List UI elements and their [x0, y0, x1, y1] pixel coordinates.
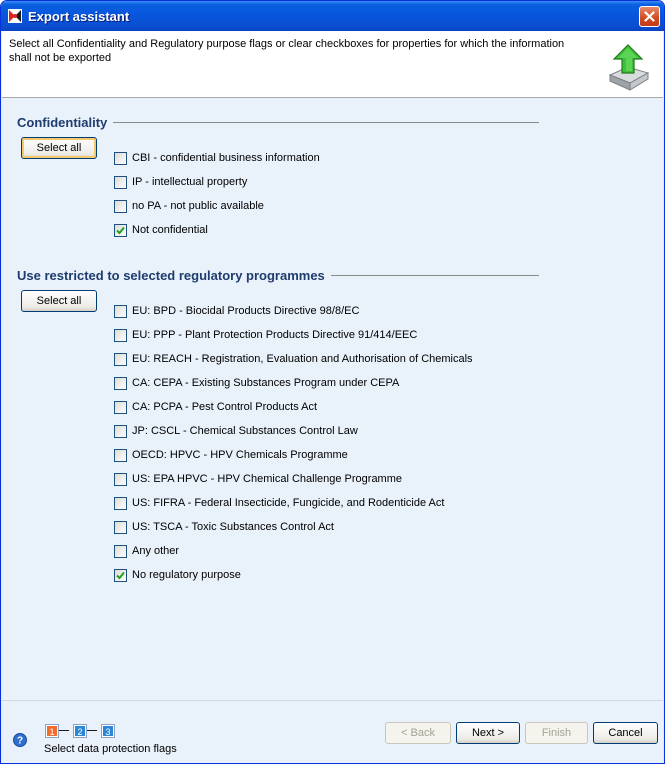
step-connector	[87, 730, 97, 731]
checkbox[interactable]	[114, 425, 127, 438]
step-connector	[59, 730, 69, 731]
regulatory-checkbox-row[interactable]	[114, 352, 473, 366]
checkbox[interactable]	[114, 401, 127, 414]
close-icon	[644, 11, 655, 22]
regulatory-checkbox-row[interactable]	[114, 496, 444, 510]
confidentiality-checkbox-label: IP - intellectual property	[132, 176, 248, 188]
next-button[interactable]: Next >	[456, 722, 520, 744]
regulatory-checkbox-label: EU: BPD - Biocidal Products Directive 98/8/EC	[132, 305, 360, 317]
regulatory-checkbox-label: US: EPA HPVC - HPV Chemical Challenge Programme	[132, 473, 403, 485]
checkmark-icon	[116, 571, 125, 580]
title-bar[interactable]	[1, 1, 664, 31]
confidentiality-checkbox-label: CBI - confidential business information	[132, 152, 320, 164]
confidentiality-checkbox-row[interactable]	[114, 175, 247, 189]
confidentiality-checkbox-row[interactable]	[114, 151, 320, 165]
instruction-text: Select all Confidentiality and Regulatory purpose flags or clear checkboxes for properties for which the information shall not be exported	[9, 38, 565, 64]
cancel-button[interactable]: Cancel	[593, 722, 658, 744]
regulatory-checkbox-label: EU: REACH - Registration, Evaluation and Authorisation of Chemicals	[132, 353, 473, 365]
regulatory-checkbox-row[interactable]	[114, 472, 402, 486]
checkbox[interactable]	[114, 497, 127, 510]
confidentiality-checkbox-label: Not confidential	[132, 224, 208, 236]
checkmark-icon	[116, 226, 125, 235]
confidentiality-title: Confidentiality	[17, 115, 113, 130]
regulatory-checkbox-row[interactable]	[114, 520, 334, 534]
back-button[interactable]: < Back	[385, 722, 451, 744]
finish-button[interactable]: Finish	[525, 722, 588, 744]
regulatory-checkbox-label: OECD: HPVC - HPV Chemicals Programme	[132, 449, 348, 461]
app-logo-icon	[7, 8, 23, 24]
checkbox[interactable]	[114, 329, 127, 342]
regulatory-checkbox-row[interactable]	[114, 328, 417, 342]
wizard-footer	[2, 700, 663, 764]
regulatory-checkbox-row[interactable]	[114, 544, 179, 558]
step-1-badge: 1	[46, 725, 58, 737]
regulatory-checkbox-label: No regulatory purpose	[132, 569, 241, 581]
confidentiality-checkbox-row[interactable]	[114, 223, 208, 237]
checkbox[interactable]	[114, 545, 127, 558]
checkbox-checked[interactable]	[114, 569, 127, 582]
regulatory-checkbox-row[interactable]	[114, 304, 359, 318]
help-icon[interactable]	[13, 733, 27, 747]
regulatory-checkbox-label: CA: PCPA - Pest Control Products Act	[132, 401, 318, 413]
confidentiality-checkbox-label: no PA - not public available	[132, 200, 264, 212]
regulatory-checkbox-label: Any other	[132, 545, 180, 557]
checkbox[interactable]	[114, 521, 127, 534]
regulatory-select-all-button[interactable]: Select all	[21, 290, 97, 312]
regulatory-title: Use restricted to selected regulatory programmes	[17, 268, 331, 283]
regulatory-checkbox-row[interactable]	[114, 400, 317, 414]
checkbox[interactable]	[114, 176, 127, 189]
checkbox[interactable]	[114, 305, 127, 318]
regulatory-checkbox-label: CA: CEPA - Existing Substances Program under CEPA	[132, 377, 400, 389]
checkbox[interactable]	[114, 353, 127, 366]
regulatory-checkbox-label: US: TSCA - Toxic Substances Control Act	[132, 521, 334, 533]
regulatory-checkbox-row[interactable]	[114, 448, 348, 462]
instruction-header	[2, 31, 663, 98]
regulatory-checkbox-row[interactable]	[114, 424, 358, 438]
step-3-badge: 3	[102, 725, 114, 737]
checkbox[interactable]	[114, 152, 127, 165]
regulatory-checkbox-row[interactable]	[114, 568, 241, 582]
checkbox-checked[interactable]	[114, 224, 127, 237]
regulatory-checkbox-label: EU: PPP - Plant Protection Products Directive 91/414/EEC	[132, 329, 418, 341]
svg-text:?: ?	[16, 735, 24, 747]
checkbox[interactable]	[114, 449, 127, 462]
export-arrow-icon	[608, 43, 650, 91]
current-step-label: Select data protection flags	[44, 743, 177, 755]
checkbox[interactable]	[114, 377, 127, 390]
checkbox[interactable]	[114, 200, 127, 213]
step-2-badge: 2	[74, 725, 86, 737]
regulatory-checkbox-label: JP: CSCL - Chemical Substances Control Law	[132, 425, 358, 437]
regulatory-checkbox-label: US: FIFRA - Federal Insecticide, Fungicide, and Rodenticide Act	[132, 497, 445, 509]
close-button[interactable]	[639, 6, 660, 27]
checkbox[interactable]	[114, 473, 127, 486]
window-title: Export assistant	[28, 9, 130, 24]
confidentiality-checkbox-row[interactable]	[114, 199, 264, 213]
regulatory-checkbox-row[interactable]	[114, 376, 399, 390]
content-panel	[2, 98, 663, 700]
confidentiality-select-all-button[interactable]: Select all	[21, 137, 97, 159]
